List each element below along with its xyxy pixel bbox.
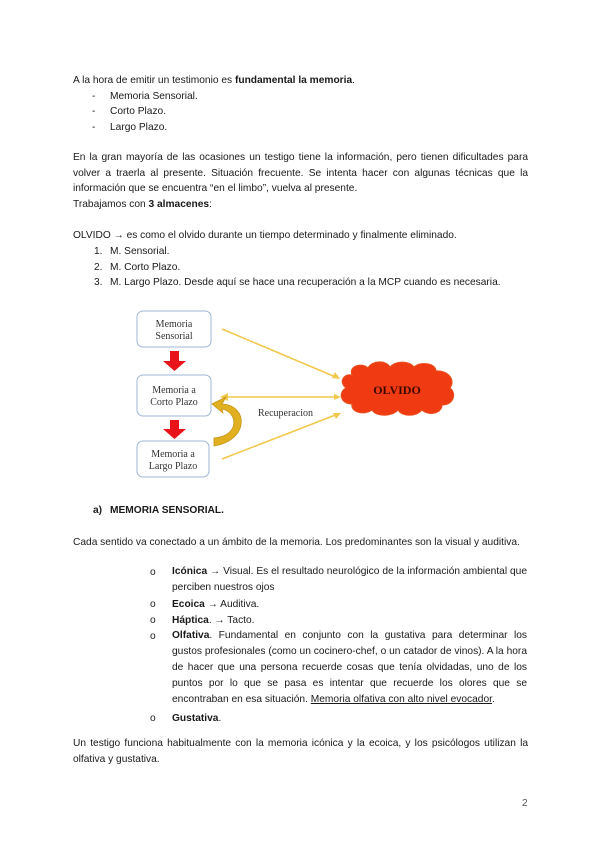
paragraph-info: En la gran mayoría de las ocasiones un testigo tiene la información, pero tienen dificultades para volver a traerla al presente. Situación frecuente. Se intenta hacer con algunas técnicas que la información que se encuentra “en el limbo”, vuelva al presente. [73, 152, 528, 195]
bullet-marker: o [150, 713, 156, 724]
list-item: M. Largo Plazo. Desde aquí se hace una recuperación a la MCP cuando es necesaria. [110, 277, 501, 288]
sense-name: Icónica [172, 566, 208, 577]
sense-item [172, 628, 527, 708]
sense-item [172, 598, 259, 611]
bullet-item: Corto Plazo. [110, 106, 167, 117]
box-label: Largo Plazo [148, 461, 198, 472]
recovery-label: Recuperacion [258, 408, 313, 419]
section-marker: a) [93, 505, 103, 516]
bullet-marker: - [92, 106, 96, 117]
intro-text: A la hora de emitir un testimonio es [73, 75, 235, 86]
bullet-item: Memoria Sensorial. [110, 91, 198, 102]
cloud-label: OLVIDO [373, 383, 421, 397]
sense-text: . → Tacto. [208, 615, 255, 626]
box-label: Memoria a [151, 449, 195, 460]
sense-item [172, 564, 527, 596]
sense-name: Ecoica [172, 599, 205, 610]
intro-bold: fundamental la memoria [234, 75, 353, 86]
almacenes-end: : [209, 199, 212, 210]
box-label: Corto Plazo [150, 397, 198, 408]
list-number: 1. [94, 246, 103, 257]
box-label: Memoria a [152, 385, 196, 396]
bullet-marker: o [150, 567, 156, 578]
bullet-marker: - [92, 91, 96, 102]
intro-end: . [352, 75, 355, 86]
bullet-item: Largo Plazo. [110, 122, 168, 133]
sense-text: → Visual. Es el resultado neurológico de la información ambiental que perciben nuestros ojos [172, 566, 527, 593]
connector-line [222, 329, 338, 378]
paragraph-senses: Cada sentido va conectado a un ámbito de la memoria. Los predominantes son la visual y auditiva. [73, 537, 520, 548]
sense-highlight: Memoria olfativa con alto nivel evocador [310, 694, 492, 705]
sense-item [172, 614, 255, 627]
box-label: Memoria [155, 319, 193, 330]
sense-name: Háptica [172, 615, 209, 626]
down-arrow-icon [163, 420, 186, 439]
list-item: M. Corto Plazo. [110, 262, 181, 273]
paragraph-conclusion: Un testigo funciona habitualmente con la memoria icónica y la ecoica, y los psicólogos utilizan la olfativa y gustativa. [73, 738, 528, 765]
almacenes-prefix: Trabajamos con [73, 199, 149, 210]
almacenes-bold: 3 almacenes [148, 199, 210, 210]
list-number: 2. [94, 262, 103, 273]
section-heading: MEMORIA SENSORIAL. [110, 505, 224, 516]
olvido-definition: OLVIDO → es como el olvido durante un tiempo determinado y finalmente eliminado. [73, 230, 457, 241]
recovery-curved-arrow-icon [212, 397, 241, 446]
sense-text: → Auditiva. [204, 599, 260, 610]
sense-text: . Fundamental en conjunto con la gustativa para determinar los gustos profesionales (como un cocinero-chef, o un catador de vinos). A la hora de hacer que una persona recuerde cosas que tenía olvidadas, uno de los puntos por lo que se pasa es intentar que recuerde los olores que se encontraban en esa situación. [172, 630, 527, 705]
list-item: M. Sensorial. [110, 246, 170, 257]
list-number: 3. [94, 277, 103, 288]
page-number: 2 [522, 798, 528, 809]
bullet-marker: o [150, 599, 156, 610]
bullet-marker: o [150, 615, 156, 626]
box-label: Sensorial [155, 331, 193, 342]
bullet-marker: o [150, 631, 156, 642]
down-arrow-icon [163, 351, 186, 371]
sense-name: Gustativa [172, 713, 219, 724]
sense-text: . [218, 713, 222, 724]
sense-end: . [491, 694, 495, 705]
arrowhead [334, 394, 341, 400]
sense-item [172, 712, 221, 725]
sense-name: Olfativa [172, 630, 210, 641]
bullet-marker: - [92, 122, 96, 133]
